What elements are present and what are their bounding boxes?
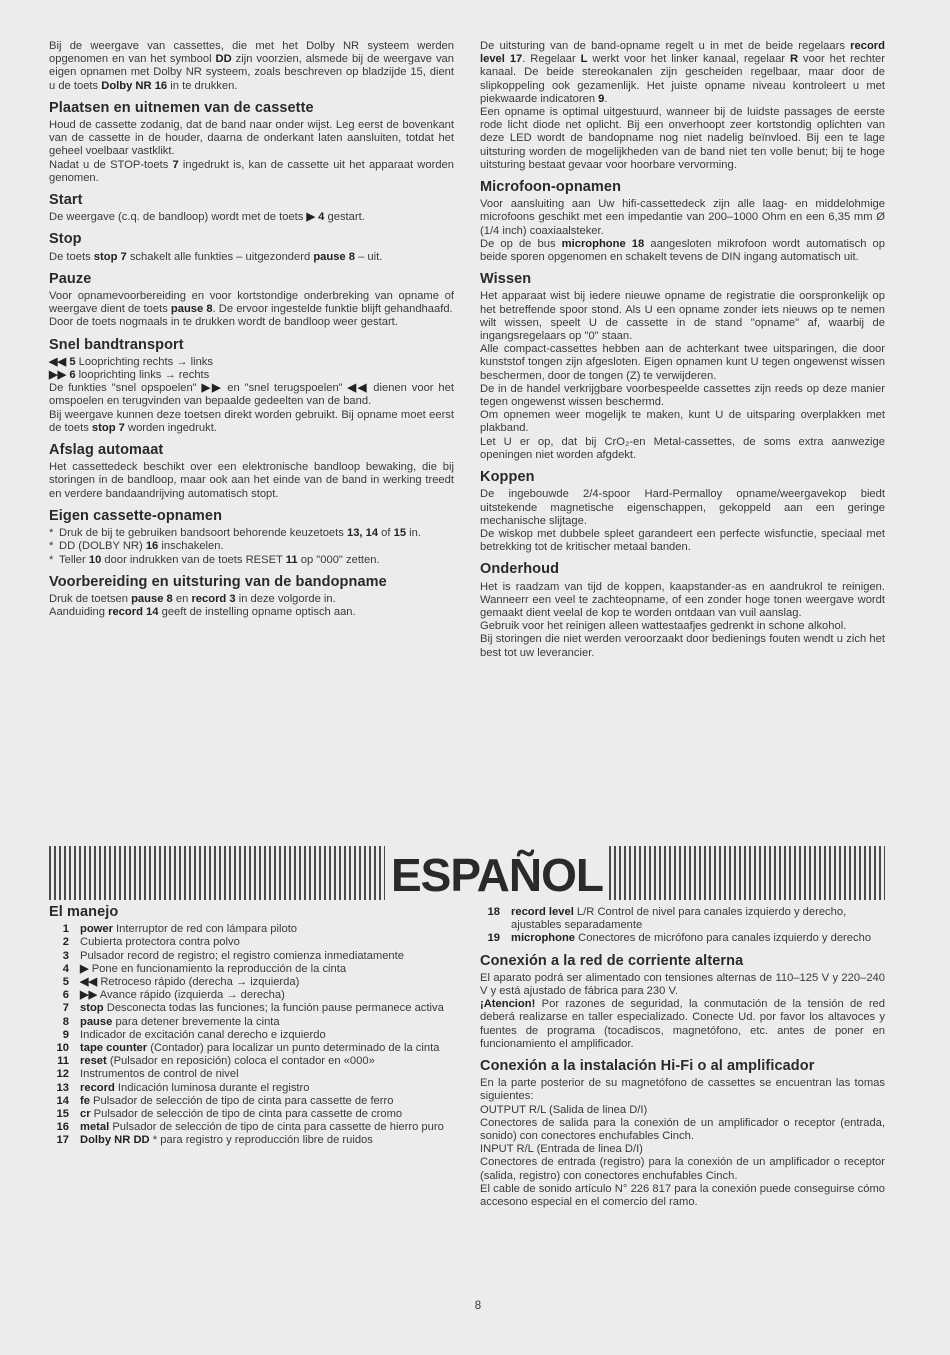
item-description: para detener brevemente la cinta xyxy=(112,1015,280,1028)
list-item xyxy=(49,1055,454,1068)
wissen-text: Let U er op, dat bij CrO₂-en Metal-cassettes, de soms extra aanwezige openingen niet worden afgdekt. xyxy=(480,435,885,461)
list-item: * DD (DOLBY NR) 16 inschakelen. xyxy=(49,540,224,553)
item-description: Retroceso rápido (derecha → izquierda) xyxy=(97,976,300,989)
section-heading-snel: Snel bandtransport xyxy=(49,336,184,353)
hifi-line: INPUT R/L (Entrada de linea D/I) xyxy=(480,1143,643,1156)
item-label: pause xyxy=(80,1015,113,1028)
item-label: reset xyxy=(80,1055,107,1068)
plaatsen-text: Houd de cassette zodanig, dat de band naar onder wijst. Leg eerst de bovenkant van de cassette in de houder, daarna de onderkant laten aansluiten, totdat het geheel voelbaar vastklikt. xyxy=(49,119,454,158)
item-number: 18 xyxy=(487,906,500,918)
item-label: microphone xyxy=(511,932,576,945)
list-item xyxy=(49,976,454,989)
koppen-text: De wiskop met dubbele spleet garandeert een perfecte wisfunctie, speciaal met betrekking tot de kritischer metaal banden. xyxy=(480,527,885,554)
section-heading-conexion-hifi: Conexión a la instalación Hi-Fi o al amplificador xyxy=(480,1058,815,1075)
item-description: Conectores de micrófono para canales izquierdo y derecho xyxy=(575,932,872,945)
onderhoud-text: Het is raadzam van tijd de koppen, kaapstander-as en aandrukrol te reinigen. Wanneerr een veel te zachteopname, of een zonder hoge tonen weergave wordt gemaakt dient veelal de kop te worden ontdaan van vuil aanslag. xyxy=(480,580,885,619)
hifi-line: Conectores de entrada (registro) para la conexión de un amplificador o receptor (salida, registro) con conectores enchufables Cinch. xyxy=(480,1156,885,1182)
dutch-left-column xyxy=(49,40,454,619)
conexion-red-text: El aparato podrá ser alimentado con tensiones alternas de 110–125 V y 220–240 V y está ajustado de fábrica para 230 V. xyxy=(480,971,885,998)
fast-forward-icon: ▶▶ xyxy=(49,369,67,382)
item-number: 10 xyxy=(56,1042,69,1055)
item-description: (Pulsador en reposición) coloca el contador en «000» xyxy=(106,1055,375,1068)
wissen-text: Alle compact-cassettes hebben aan de achterkant twee uitsparingen, die door kunststof tongen zijn afgesloten. Eigen opnamen kunt U tegen ongewenst wissen beschermen, door de tongen (Z) te verwijderen. xyxy=(480,343,885,382)
voorbereiding-text: Druk de toetsen pause 8 en record 3 in deze volgorde in. xyxy=(49,592,336,605)
item-description: L/R Control de nivel para canales izquierdo y derecho, ajustables separadamente xyxy=(511,906,847,932)
controls-list xyxy=(49,923,454,1147)
list-item xyxy=(49,1108,454,1121)
item-label: record xyxy=(80,1081,115,1094)
item-label: ◀◀ xyxy=(80,976,98,989)
item-label: ▶▶ xyxy=(80,989,98,1002)
onderhoud-text: Gebruik voor het reinigen alleen wattestaafjes gedrenkt in schone alkohol. xyxy=(480,620,847,633)
list-item xyxy=(49,1029,454,1042)
hifi-line: En la parte posterior de su magnetófono de cassettes se encuentran las tomas siguientes: xyxy=(480,1077,885,1103)
wissen-text: De in de handel verkrijgbare voorbespeelde cassettes zijn reeds op deze manier tegen ongewenst wissen beschermd. xyxy=(480,382,885,409)
section-heading-conexion-red: Conexión a la red de corriente alterna xyxy=(480,952,744,969)
start-text: De weergave (c.q. de bandloop) wordt met de toets ▶ 4 gestart. xyxy=(49,211,365,224)
list-item xyxy=(49,923,454,936)
controls-list-continued xyxy=(480,906,885,946)
section-heading-wissen: Wissen xyxy=(480,271,532,288)
item-label: fe xyxy=(80,1094,90,1107)
uitsturing-text: De uitsturing van de band-opname regelt u in met de beide regelaars record level 17. Regelaar L werkt voor het linker kanaal, regelaar R voor het rechter kanaal. De beide stereokanalen zijn gescheiden regelbaar, maar door de slipkoppeling ook gezamenlijk. Het juiste opname niveau kontroleert u met piekwaarde indicatoren 9. xyxy=(480,40,885,105)
item-label: Dolby NR DD xyxy=(80,1134,150,1147)
item-number: 8 xyxy=(62,1015,69,1028)
onderhoud-text: Bij storingen die niet werden veroorzaakt door bedienings fouten wendt u zich het best tot uw leverancier. xyxy=(480,633,885,659)
item-number: 12 xyxy=(56,1068,69,1081)
item-number: 2 xyxy=(62,936,69,949)
snel-line-rewind: ◀◀ 5 Looprichting rechts → links xyxy=(49,355,213,368)
plaatsen-text-2: Nadat u de STOP-toets 7 ingedrukt is, kan de cassette uit het apparaat worden genomen. xyxy=(49,158,454,184)
snel-line-forward: ▶▶ 6 looprichting links → rechts xyxy=(49,369,210,382)
list-item xyxy=(49,1042,454,1055)
item-description: (Contador) para localizar un punto determinado de la cinta xyxy=(147,1042,440,1055)
wissen-text: Om opnemen weer mogelijk te maken, kunt U de uitsparing overplakken met plakband. xyxy=(480,409,885,435)
item-description: Pulsador de selección de tipo de cinta para cassette de hierro puro xyxy=(109,1121,444,1134)
section-heading-onderhoud: Onderhoud xyxy=(480,561,560,578)
item-number: 13 xyxy=(56,1081,69,1094)
item-label: tape counter xyxy=(80,1042,148,1055)
afslag-text: Het cassettedeck beschikt over een elektronische bandloop bewaking, die bij storingen in de bandloop, maar ook aan het einde van de band in werking treedt en verdere bandaandrijving automatisch stopt. xyxy=(49,461,454,500)
section-heading-eigen: Eigen cassette-opnamen xyxy=(49,507,223,524)
microfoon-text: Voor aansluiting aan Uw hifi-cassettedeck zijn alle laag- en middelohmige microfoons geschikt met een impedantie van 200–1000 Ohm en een 6,35 mm Ø (1/4 inch) coaxiaalsteker. xyxy=(480,198,885,237)
item-label: metal xyxy=(80,1121,110,1134)
rewind-icon: ◀◀ xyxy=(347,382,369,395)
list-item xyxy=(49,989,454,1002)
snel-text: De funkties "snel opspoelen" ▶▶ en "snel terugspoelen" ◀◀ dienen voor het omspoelen en terugvinden van bepaalde gedeelten van de band. xyxy=(49,382,454,408)
item-label: power xyxy=(80,923,113,936)
spanish-left-column xyxy=(49,906,454,1148)
item-description: Avance rápido (izquierda → derecha) xyxy=(97,989,285,1002)
list-item: * Teller 10 door indrukken van de toets RESET 11 op "000" zetten. xyxy=(49,553,380,566)
pauze-text-2: Door de toets nogmaals in te drukken wordt de bandloop weer gestart. xyxy=(49,316,398,329)
item-label: stop xyxy=(80,1002,104,1015)
rewind-icon: ◀◀ xyxy=(49,355,67,368)
wissen-text: Het apparaat wist bij iedere nieuwe opname de registratie die oorspronkelijk op het betreffende spoor stond. Als U een opname zonder iets nieuws op te nemen wilt wissen, speelt U de cassette in de stand "opname" af, waarbij de ingangsregelaars op "0" staan. xyxy=(480,290,885,343)
list-item xyxy=(49,1068,454,1081)
section-heading-pauze: Pauze xyxy=(49,270,92,287)
item-number: 14 xyxy=(56,1094,69,1107)
item-label: record level xyxy=(511,906,574,918)
item-number: 1 xyxy=(62,923,69,936)
item-description: Instrumentos de control de nivel xyxy=(80,1068,239,1081)
item-number: 5 xyxy=(62,976,69,989)
list-item xyxy=(49,950,454,963)
item-description: Pulsador de selección de tipo de cinta para cassette de ferro xyxy=(89,1094,394,1107)
spanish-right-column xyxy=(480,906,885,1209)
list-item xyxy=(49,1016,454,1029)
list-item xyxy=(49,963,454,976)
page-number: 8 xyxy=(474,1300,482,1312)
hifi-line: Conectores de salida para la conexión de un amplificador o receptor (entrada, sonido) con conectores enchufables Cinch. xyxy=(480,1116,885,1143)
section-heading-start: Start xyxy=(49,192,83,209)
list-item xyxy=(49,1082,454,1095)
item-number: 17 xyxy=(56,1134,69,1147)
item-number: 6 xyxy=(62,989,69,1002)
dutch-right-column xyxy=(480,40,885,660)
item-number: 19 xyxy=(487,932,500,945)
section-heading-koppen: Koppen xyxy=(480,469,535,486)
uitsturing-text-2: Een opname is optimal uitgestuurd, wanneer bij de luidste passages de eerste rode licht diode net oplicht. Bij een onverhoopt zeer kortstondig oplichten van deze LED wordt de bandopname nog niet nadelig beïnvloed. Bij een te lage uitsturing worden de mogelijkheden van de band niet ten volle benut; bij te hoge uitsturing bestaat gevaar voor hoorbare vervorming. xyxy=(480,106,885,171)
language-banner-title: ESPAÑOL xyxy=(385,846,609,900)
section-heading-voorbereiding: Voorbereiding en uitsturing van de bandopname xyxy=(49,573,387,590)
list-item: * Druk de bij te gebruiken bandsoort behorende keuzetoets 13, 14 of 15 in. xyxy=(49,527,422,540)
list-item xyxy=(49,1002,454,1015)
atencion-text: ¡Atencion! Por razones de seguridad, la conmutación de la tensión de red deberá realizarse en taller especializado. Conecte Ud. por favor los altavoces y fuentes de programa (tocadiscos, magnetófono, etc. antes de poner en funcionamiento el amplificador. xyxy=(480,998,885,1050)
item-label: cr xyxy=(80,1108,91,1121)
stop-text: De toets stop 7 schakelt alle funkties – uitgezonderd pause 8 – uit. xyxy=(49,250,383,263)
pauze-text: Voor opnamevoorbereiding en voor kortstondige onderbreking van opname of weergave dient de toets pause 8. De ervoor ingestelde funktie blijft gehandhaafd. xyxy=(49,290,454,316)
item-description: Pulsador record de registro; el registro comienza inmediatamente xyxy=(80,949,404,962)
item-number: 4 xyxy=(62,962,69,975)
hifi-line: El cable de sonido artículo N° 226 817 para la conexión puede conseguirse cómo accesono especial en el comercio del ramo. xyxy=(480,1182,885,1209)
section-heading-microfoon: Microfoon-opnamen xyxy=(480,179,622,196)
koppen-text: De ingebouwde 2/4-spoor Hard-Permalloy opname/weergavekop biedt uitstekende magnetische eigenschappen, gekoppeld aan een geringe mechanische slijtage. xyxy=(480,488,885,527)
section-heading-plaatsen: Plaatsen en uitnemen van de cassette xyxy=(49,99,314,116)
item-description: Indicador de excitación canal derecho e izquierdo xyxy=(80,1028,326,1041)
item-description: Indicación luminosa durante el registro xyxy=(114,1081,310,1094)
fast-forward-icon: ▶▶ xyxy=(201,382,223,395)
list-item xyxy=(480,906,885,932)
list-item xyxy=(49,1121,454,1134)
item-description: Desconecta todas las funciones; la función pause permanece activa xyxy=(103,1002,444,1015)
list-item xyxy=(49,1134,454,1147)
section-heading-manejo: El manejo xyxy=(49,904,119,920)
item-number: 15 xyxy=(56,1108,69,1121)
snel-text-2: Bij weergave kunnen deze toetsen direkt worden gebruikt. Bij opname moet eerst de toets stop 7 worden ingedrukt. xyxy=(49,408,454,434)
item-number: 9 xyxy=(62,1028,69,1041)
item-number: 16 xyxy=(56,1121,69,1134)
list-item xyxy=(49,1095,454,1108)
section-heading-afslag: Afslag automaat xyxy=(49,442,164,459)
voorbereiding-text-2: Aanduiding record 14 geeft de instelling opname optisch aan. xyxy=(49,606,356,619)
item-description: Interruptor de red con lámpara piloto xyxy=(112,923,298,936)
item-number: 3 xyxy=(62,949,69,962)
list-item xyxy=(480,932,885,945)
item-number: 7 xyxy=(62,1002,69,1015)
item-description: Pone en funcionamiento la reproducción de la cinta xyxy=(88,962,347,975)
hifi-line: OUTPUT R/L (Salida de linea D/I) xyxy=(480,1103,648,1116)
item-description: Pulsador de selección de tipo de cinta para cassette de cromo xyxy=(90,1108,403,1121)
item-description: * para registro y reproducción libre de ruidos xyxy=(149,1134,373,1147)
item-label: ▶ xyxy=(80,962,89,975)
section-heading-stop: Stop xyxy=(49,231,82,248)
list-item xyxy=(49,936,454,949)
microfoon-text-2: De op de bus microphone 18 aangesloten mikrofoon wordt automatisch op beide sporen opgenomen en schakelt tevens de DIN ingang automatisch uit. xyxy=(480,237,885,264)
intro-paragraph: Bij de weergave van cassettes, die met het Dolby NR systeem werden opgenomen en van het symbool DD zijn voorzien, alsmede bij de weergave van eigen opnamen met Dolby NR systeem, zoals beschreven op bladzijde 15, dient u de toets Dolby NR 16 in te drukken. xyxy=(49,40,454,92)
item-number: 11 xyxy=(57,1055,69,1068)
item-description: Cubierta protectora contra polvo xyxy=(80,936,240,949)
